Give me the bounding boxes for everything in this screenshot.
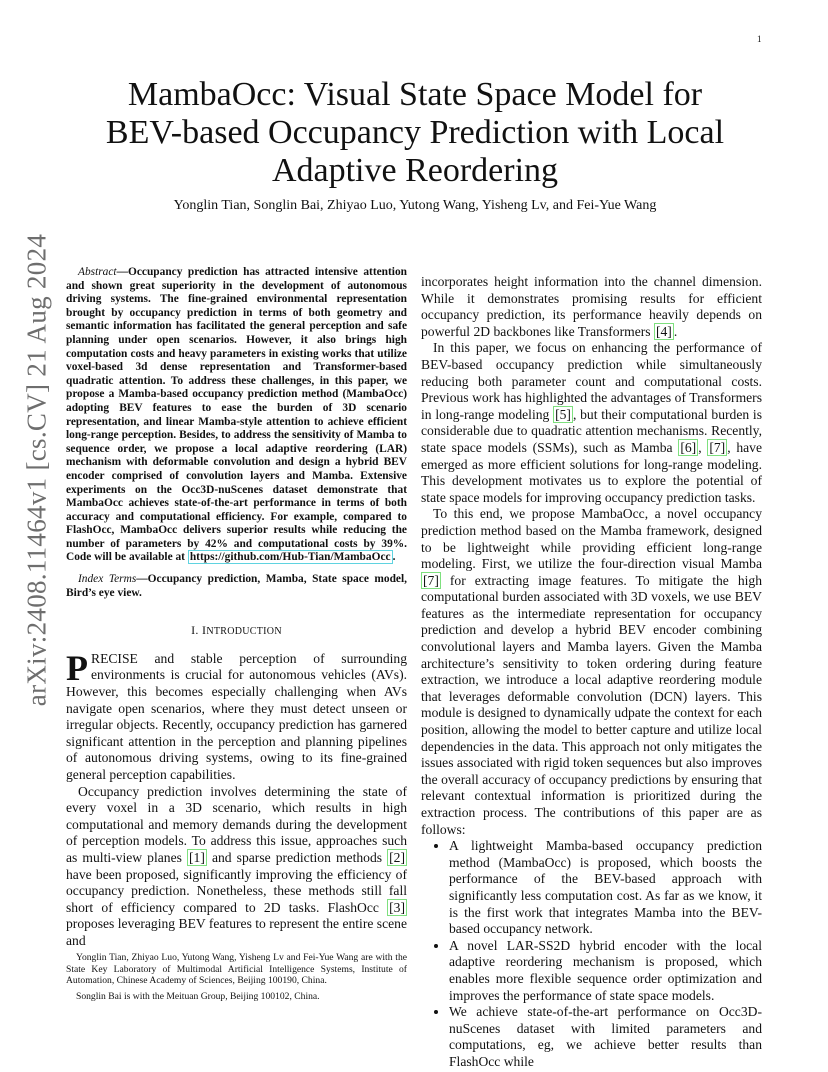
intro-p2-d: proposes leveraging BEV features to represent the entire scene and: [66, 916, 407, 948]
index-terms-label: Index Terms: [78, 573, 137, 586]
citation-link[interactable]: [7]: [423, 572, 439, 588]
abstract-label: Abstract: [78, 266, 117, 278]
right-p2-c: , have emerged as more efficient solutions for long-range modeling. This development motivates us to explore the potential of state space models for improving occupancy prediction tasks.: [421, 439, 763, 505]
citation-link[interactable]: [2]: [389, 849, 405, 865]
left-column: [66, 266, 407, 950]
drop-cap: P: [66, 647, 88, 688]
right-p1-a: incorporates height information into the channel dimension. While it demonstrates promising results for efficient occupancy prediction, its performance heavily depends on powerful 2D backbones like Transformers: [421, 274, 762, 339]
intro-p2-c: have been proposed, significantly improving the efficiency of occupancy prediction. Nonetheless, these methods still fall short of efficiency compared to 2D tasks. FlashOcc: [66, 866, 407, 915]
contribution-item: • A novel LAR-SS2D hybrid encoder with the local adaptive reordering mechanism is proposed, which enables more flexible sequence order optimization and improves the performance of state space models.: [449, 938, 762, 1004]
citation-link[interactable]: [7]: [709, 439, 726, 455]
right-column: [421, 274, 762, 1071]
index-terms: [66, 573, 407, 600]
intro-lead-word: RECISE: [91, 650, 138, 666]
author-list: Yonglin Tian, Songlin Bai, Zhiyao Luo, Yutong Wang, Yisheng Lv, and Fei-Yue Wang: [173, 198, 657, 213]
abstract: [66, 266, 407, 565]
section-heading: [66, 622, 407, 641]
citation-link[interactable]: [6]: [680, 439, 697, 455]
citation-link[interactable]: [1]: [189, 849, 205, 865]
intro-p1-text: and stable perception of surrounding environments is crucial for autonomous vehicles (AVs). However, this becomes especially challenging when AVs navigate open scenarios, where they must detect unseen or irregular objects. Recently, occupancy prediction has garnered significant attention in the perception and planning pipelines of autonomous driving systems, owing to its fine-grained general perception capabilities.: [66, 650, 407, 782]
intro-p2-b: and sparse prediction methods: [206, 849, 388, 865]
citation-link[interactable]: [4]: [655, 323, 672, 339]
section-numeral: I.: [191, 623, 203, 638]
right-p2-sep: ,: [698, 439, 708, 455]
code-link[interactable]: https://github.com/Hub-Tian/MambaOcc: [189, 551, 391, 564]
intro-paragraph-1: [66, 647, 407, 784]
section-title-rest: NTRODUCTION: [206, 626, 282, 638]
citation-link[interactable]: [5]: [555, 406, 571, 422]
section-first-letter: I: [202, 623, 207, 638]
page-number: 1: [757, 34, 762, 44]
citation-link[interactable]: [3]: [389, 899, 405, 915]
arxiv-stamp-text: arXiv:2408.11464v1 [cs.CV] 21 Aug 2024: [21, 233, 52, 707]
intro-paragraph-2: [66, 784, 407, 950]
abstract-text: —Occupancy prediction has attracted intensive attention and shown great superiority in the development of autonomous driving systems. The fine-grained environmental representation brought by occupancy prediction in terms of both geometry and semantic information has facilitated the general perception and safe planning under open scenarios. However, it also brings high computation costs and heavy parameters in existing works that utilize voxel-based 3d dense representation and Transformer-based quadratic attention. To address these challenges, in this paper, we propose a Mamba-based occupancy prediction method (MambaOcc) adopting BEV features to ease the burden of 3D scenario representation, and linear Mamba-style attention to achieve efficient long-range perception. Besides, to address the sensitivity of Mamba to sequence order, we propose a local adaptive reordering (LAR) mechanism with deformable convolution and design a hybrid BEV encoder comprised of convolution layers and Mamba. Extensive experiments on the Occ3D-nuScenes dataset demonstrate that MambaOcc achieves state-of-the-art performance in terms of both accuracy and computational efficiency. For example, compared to FlashOcc, MambaOcc delivers superior results while reducing the number of parameters by 42% and computational costs by 39%. Code will be available at: [66, 266, 407, 564]
index-terms-text: —Occupancy prediction, Mamba, State space model, Bird’s eye view.: [66, 573, 407, 599]
footnote-affiliation-1: Yonglin Tian, Zhiyao Luo, Yutong Wang, Yisheng Lv and Fei-Yue Wang are with the State Key Laboratory of Multimodal Artificial Intelligence Systems, Institute of Automation, Chinese Academy of Sciences, Beijing 100190, China.: [66, 952, 407, 987]
right-paragraph-2: [421, 340, 762, 506]
right-p2-a: In this paper, we focus on enhancing the performance of BEV-based occupancy prediction while simultaneously reducing both parameter count and computational costs. Previous work has highlighted the advantages of Transformers in long-range modeling: [421, 340, 762, 422]
right-paragraph-3: [421, 506, 762, 838]
paper-title: MambaOcc: Visual State Space Model for BEV-based Occupancy Prediction with Local Adaptive Reordering: [105, 76, 725, 189]
right-p2-b: , but their computational burden is considerable due to quadratic attention mechanisms. Recently, state space models (SSMs), such as Mamba: [421, 406, 762, 455]
contribution-item: • A lightweight Mamba-based occupancy prediction method (MambaOcc) is proposed, which boosts the performance of the BEV-based approach with significantly less computation cost. As far as we know, it is the first work that integrates Mamba into the BEV-based occupancy network.: [449, 838, 762, 938]
right-paragraph-1: [421, 274, 762, 340]
intro-p2-a: Occupancy prediction involves determining the state of every voxel in a 3D scenario, which results in high computational and memory demands during the development of perception models. To address this issue, approaches such as multi-view planes: [66, 783, 407, 865]
abstract-end: .: [392, 551, 396, 564]
right-p1-b: .: [673, 323, 678, 339]
right-p3-b: for extracting image features. To mitigate the high computational burden associated with 3D voxels, we use BEV features as the intermediate representation for occupancy prediction and develop a hybrid BEV encoder combining convolutional layers and Mamba layers. Given the Mamba architecture’s sensitivity to token ordering during feature extraction, we introduce a local adaptive reordering module that leverages deformable convolution (DCN) layers. This module is designed to dynamically udpate the context for each position, allowing the model to better capture and utilize local dependencies in the data. This approach not only mitigates the issues associated with rigid token sequences but also improves the overall accuracy of occupancy predictions by ensuring that relevant contextual information is prioritized during the extraction process. The contributions of this paper are as follows:: [421, 572, 762, 837]
contributions-list: [421, 838, 762, 1070]
footnotes: [66, 952, 407, 1002]
right-p3-a: To this end, we propose MambaOcc, a novel occupancy prediction method based on the Mamba framework, designed to be lightweight while providing efficient long-range modeling. First, we utilize the four-direction visual Mamba: [421, 506, 762, 572]
footnote-affiliation-2: Songlin Bai is with the Meituan Group, Beijing 100102, China.: [76, 990, 320, 1002]
contribution-item: • We achieve state-of-the-art performance on Occ3D-nuScenes dataset with limited parameters and computations, eg, we achieve better results than FlashOcc while: [449, 1004, 762, 1070]
